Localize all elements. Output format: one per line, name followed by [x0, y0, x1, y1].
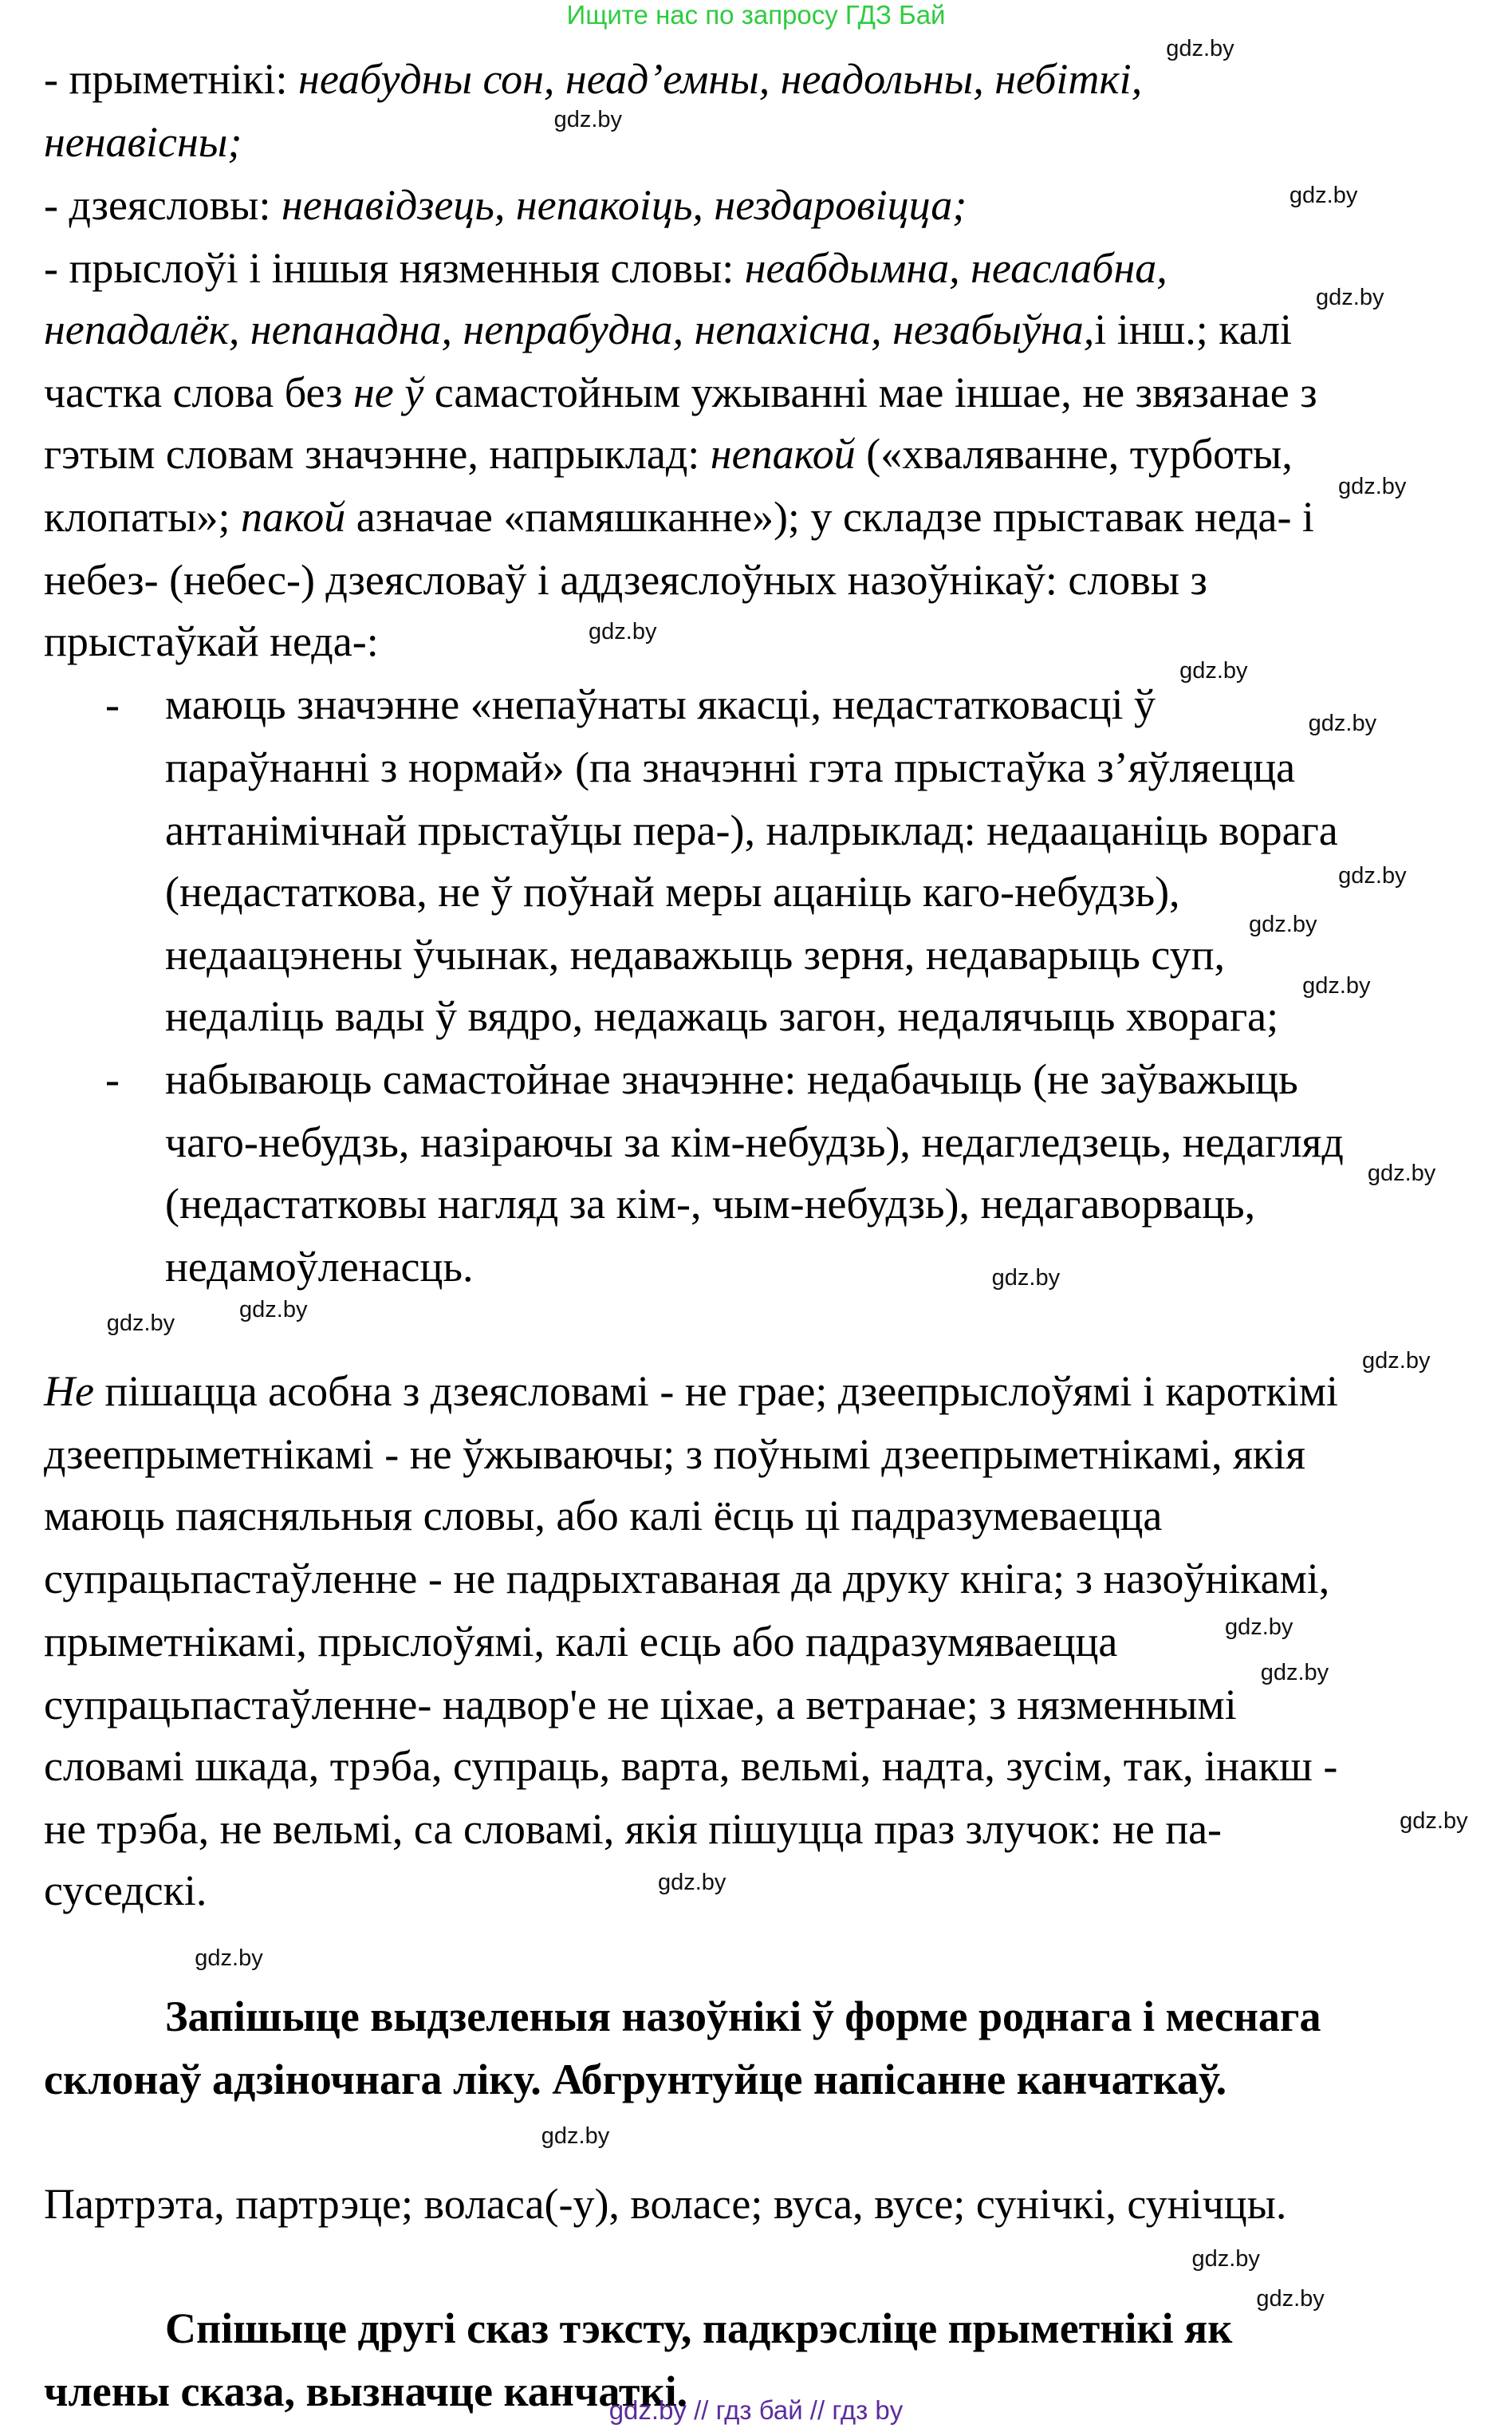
text-segment: параўнанні з нормай» (па значэнні гэта прыстаўка з’яўляецца	[165, 743, 1296, 791]
text-segment: прыметнікамі, прыслоўямі, калі есць або падразумяваецца	[44, 1618, 1118, 1665]
text-segment: (недастатковы нагляд за кім-, чым-небудзь), недагаворваць,	[165, 1180, 1256, 1228]
watermark: gdz.by	[1179, 658, 1248, 684]
text-segment: чаго-небудзь, назіраючы за кім-небудзь), недагледзець, недагляд	[165, 1118, 1344, 1166]
text-line	[44, 181, 967, 229]
watermark: gdz.by	[1337, 474, 1407, 500]
text-segment: маюць паясняльныя словы, або калі ёсць ці падразумеваецца	[44, 1492, 1163, 1539]
text-line	[44, 1367, 1338, 1415]
text-segment: склонаў адзіночнага ліку. Абгрунтуйце напісанне канчаткаў.	[44, 2056, 1227, 2103]
text-segment: супрацьпастаўленне- надвор'е не ціхае, а ветранае; з нязменнымі	[44, 1681, 1237, 1728]
text-segment: і інш.; калі	[1094, 305, 1293, 353]
text-segment: дзеепрыметнікамі - не ўжываючы; з поўнымі дзеепрыметнікамі, якія	[44, 1430, 1305, 1478]
watermark: gdz.by	[1367, 1161, 1436, 1187]
text-segment: недаацэнены ўчынак, недаважыць зерня, недаварыць суп,	[165, 931, 1226, 979]
text-segment: («хваляванне, турботы,	[855, 430, 1293, 478]
watermark: gdz.by	[1362, 1348, 1431, 1374]
text-segment: маюць значэнне «непаўнаты якасці, недастатковасці ў	[165, 680, 1156, 728]
watermark: gdz.by	[1400, 1808, 1468, 1835]
text-segment: самастойным ужыванні мае іншае, не звязанае з	[423, 369, 1317, 416]
text-segment: члены сказа, вызначце канчаткі.	[44, 2367, 688, 2415]
watermark: gdz.by	[1302, 973, 1371, 999]
text-line	[165, 806, 1338, 854]
watermark: gdz.by	[1256, 2285, 1325, 2312]
italic-example: непадалёк, непанадна, непрабудна, непахісна, незабыўна,	[44, 305, 1095, 353]
text-line	[44, 1555, 1329, 1602]
text-line	[44, 1492, 1162, 1539]
text-segment: недамоўленасць.	[165, 1243, 474, 1291]
italic-example: пакой	[241, 493, 346, 541]
text-segment: словамі шкада, трэба, супраць, варта, вельмі, надта, зусім, так, інакш -	[44, 1742, 1338, 1790]
header-banner: Ищите нас по запросу ГДЗ Бай	[566, 0, 946, 30]
text-line	[165, 1243, 474, 1291]
watermark: gdz.by	[1338, 863, 1407, 889]
task-heading-line	[165, 2304, 1232, 2352]
text-line	[44, 430, 1293, 478]
watermark: gdz.by	[106, 1311, 175, 1336]
text-segment: антанімічнай прыстаўцы пера-), налрыклад: недаацаніць ворага	[165, 806, 1338, 854]
text-line	[44, 617, 379, 665]
watermark: gdz.by	[991, 1264, 1061, 1291]
text-segment: (недастаткова, не ў поўнай меры ацаніць каго-небудзь),	[165, 868, 1180, 916]
text-line	[44, 305, 1292, 353]
text-segment: недаліць вады ў вядро, недажаць загон, недалячыць хворага;	[165, 992, 1279, 1040]
text-line	[44, 118, 242, 166]
text-line	[44, 1681, 1237, 1728]
list-bullet: -	[105, 1055, 120, 1103]
text-line	[44, 1618, 1117, 1665]
text-segment: прыстаўкай неда-:	[44, 617, 379, 665]
text-segment: небез- (небес-) дзеясловаў і аддзеяслоўных назоўнікаў: словы з	[44, 556, 1207, 604]
text-segment: пішацца асобна з дзеясловамі - не грае; дзеепрыслоўямі і кароткімі	[93, 1367, 1339, 1415]
watermark: gdz.by	[1260, 1660, 1329, 1686]
task-heading-line	[165, 1993, 1321, 2040]
watermark: gdz.by	[553, 107, 623, 133]
text-segment: частка слова без	[44, 369, 353, 416]
text-line	[165, 992, 1278, 1040]
text-line	[44, 1866, 207, 1914]
text-line	[44, 369, 1317, 416]
text-segment: Запішыце выдзеленыя назоўнікі ў форме роднага і меснага	[165, 1993, 1321, 2040]
italic-example: ненавідзець, непакоіць, нездаровіцца;	[281, 181, 967, 229]
text-line	[44, 556, 1207, 604]
text-line	[44, 493, 1314, 541]
italic-example: ненавісны;	[44, 118, 242, 166]
text-segment: не трэба, не вельмі, са словамі, якія пішуцца праз злучок: не па-	[44, 1805, 1223, 1853]
text-line	[165, 1055, 1298, 1103]
text-segment: набываюць самастойнае значэнне: недабачыць (не заўважыць	[165, 1055, 1298, 1103]
watermark: gdz.by	[1289, 182, 1358, 208]
text-line	[44, 244, 1167, 292]
italic-example: не ў	[352, 369, 424, 416]
italic-example: Не	[44, 1367, 94, 1415]
footer-banner: gdz.by // гдз бай // гдз by	[608, 2395, 904, 2425]
text-line	[44, 2180, 1286, 2228]
text-segment: супрацьпастаўленне - не падрыхтаваная да друку кніга; з назоўнікамі,	[44, 1555, 1330, 1602]
watermark: gdz.by	[1249, 912, 1317, 938]
text-line	[165, 680, 1156, 728]
text-segment: Партрэта, партрэце; воласа(-у), воласе; вуса, вусе; сунічкі, сунічцы.	[44, 2180, 1287, 2228]
text-line	[165, 743, 1295, 791]
text-line	[44, 55, 1142, 103]
text-line	[44, 1805, 1222, 1853]
watermark: gdz.by	[195, 1945, 263, 1971]
text-segment: - прыслоўі і іншыя нязменныя словы:	[44, 244, 745, 292]
watermark: gdz.by	[657, 1870, 726, 1896]
text-segment: Спішыце другі сказ тэксту, падкрэсліце прыметнікі як	[165, 2304, 1233, 2352]
text-line	[165, 931, 1225, 979]
list-bullet: -	[105, 680, 120, 728]
text-line	[165, 1118, 1344, 1166]
text-segment: - прыметнікі:	[44, 55, 299, 103]
italic-example: непакой	[710, 430, 856, 478]
watermark: gdz.by	[1308, 710, 1377, 736]
text-segment: азначае «памяшканне»); у складзе прыставак неда- і	[345, 493, 1314, 541]
text-segment: гэтым словам значэнне, напрыклад:	[44, 430, 711, 478]
watermark: gdz.by	[1224, 1614, 1293, 1641]
watermark: gdz.by	[1316, 285, 1384, 311]
watermark: gdz.by	[1166, 36, 1234, 62]
watermark: gdz.by	[239, 1297, 308, 1322]
text-line	[165, 868, 1180, 916]
text-line	[165, 1180, 1255, 1228]
text-segment: - дзеясловы:	[44, 181, 282, 229]
watermark: gdz.by	[1191, 2246, 1260, 2272]
text-line	[44, 1742, 1337, 1790]
italic-example: неабдымна, неаслабна,	[744, 244, 1167, 292]
text-line	[44, 1430, 1305, 1478]
watermark: gdz.by	[589, 618, 657, 644]
text-segment: суседскі.	[44, 1866, 207, 1914]
text-segment: клопаты»;	[44, 493, 242, 541]
task-heading-line	[44, 2056, 1227, 2103]
italic-example: неабудны сон, неад’емны, неадольны, небіткі,	[298, 55, 1143, 103]
watermark: gdz.by	[541, 2123, 610, 2150]
